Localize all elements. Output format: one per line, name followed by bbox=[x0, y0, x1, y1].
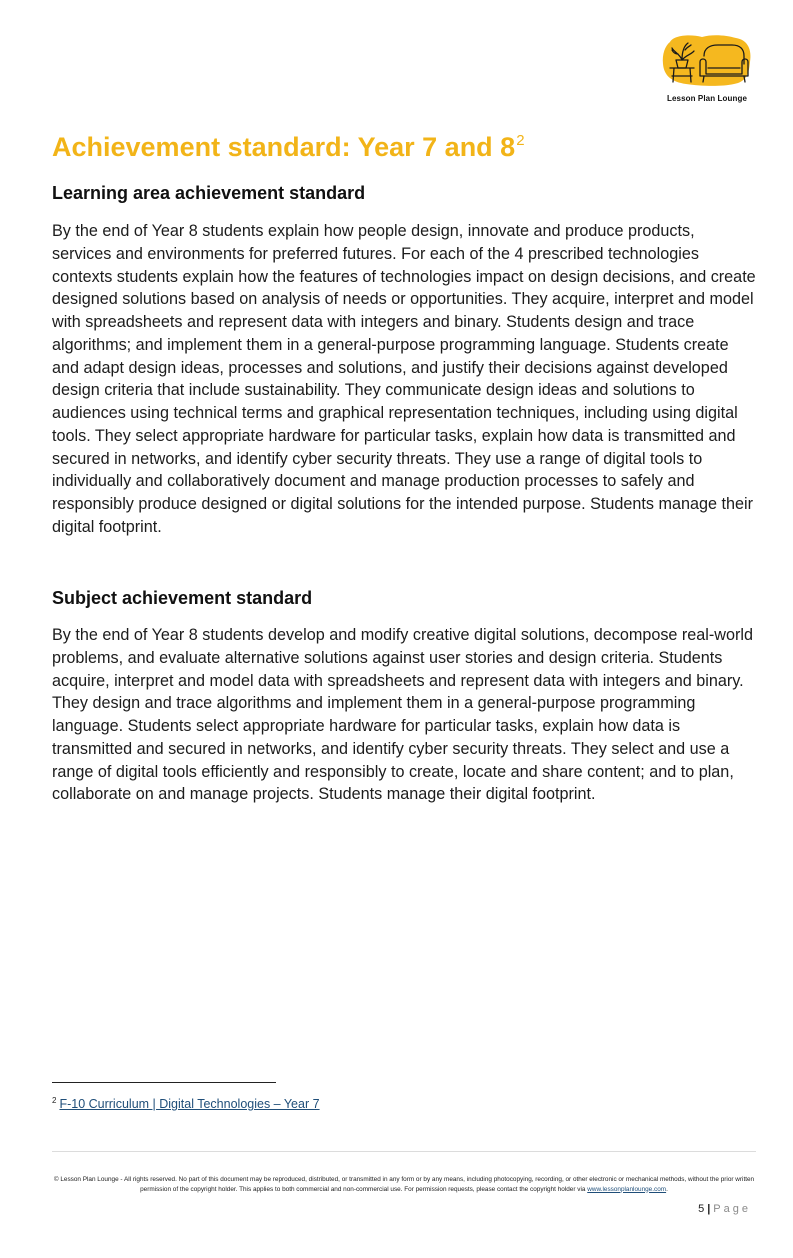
footnote-number: 2 bbox=[52, 1096, 57, 1105]
website-suffix: . bbox=[666, 1185, 668, 1193]
footnote-divider bbox=[52, 1082, 276, 1083]
copyright-text: © Lesson Plan Lounge - All rights reserved. No part of this document may be reproduced, distributed, or transmitted in any form or by any means, including photocopying, recording, or other electronic or mechanical methods, without the prior written permission of the copyright holder. This applies to both commercial and non-commercial use. For permission requests, please contact the copyright holder via bbox=[53, 1176, 755, 1193]
brand-name: Lesson Plan Lounge bbox=[666, 94, 748, 103]
website-link[interactable]: www.lessonplanlounge.com bbox=[587, 1185, 667, 1193]
subject-achievement-heading: Subject achievement standard bbox=[52, 588, 313, 608]
page-number bbox=[698, 1203, 751, 1215]
page-title-text: Achievement standard: Year 7 and 8 bbox=[52, 132, 516, 162]
page-number-label: Page bbox=[713, 1203, 751, 1215]
footnote-link[interactable]: F-10 Curriculum | Digital Technologies – Year 7 bbox=[59, 1097, 320, 1111]
footnote bbox=[52, 1096, 320, 1111]
title-footnote-ref[interactable]: 2 bbox=[516, 132, 525, 149]
footer-divider bbox=[52, 1151, 756, 1152]
armchair-with-plant-icon bbox=[660, 34, 754, 94]
learning-area-body: By the end of Year 8 students explain how people design, innovate and produce products, services and environments for preferred futures. For each of the 4 prescribed technologies contexts students explain how the features of technologies impact on design decisions, and create designed solutions based on analysis of needs or opportunities. They acquire, interpret and model with spreadsheets and represent data with integers and binary. Students design and trace algorithms; and implement them in a general-purpose programming language. Students create and adapt design ideas, processes and solutions, and justify their decisions against developed design criteria that include sustainability. They communicate design ideas and solutions to audiences using technical terms and graphical representation techniques, including using digital tools. They select appropriate hardware for particular tasks, explain how data is transmitted and secured in networks, and identify cyber security threats. They use a range of digital tools to individually and collaboratively document and manage production processes to safely and responsibly produce designed or digital solutions for the intended purpose. Students manage their digital footprint. bbox=[52, 222, 756, 536]
page-number-separator: | bbox=[707, 1203, 711, 1215]
brand-logo bbox=[660, 34, 754, 108]
page-title bbox=[52, 132, 525, 163]
learning-area-heading: Learning area achievement standard bbox=[52, 183, 366, 203]
copyright-notice bbox=[52, 1175, 756, 1194]
page-number-value: 5 bbox=[698, 1203, 705, 1215]
subject-achievement-body: By the end of Year 8 students develop and modify creative digital solutions, decompose real-world problems, and evaluate alternative solutions against user stories and design criteria. Students acquire, interpret and model data with spreadsheets and represent data with integers and binary. They design and trace algorithms and implement them in a general-purpose programming language. Students select appropriate hardware for particular tasks, explain how data is transmitted and secured in networks, and identify cyber security threats. They select and use a range of digital tools efficiently and responsibly to create, locate and share content; and to plan, collaborate on and manage projects. Students manage their digital footprint. bbox=[52, 626, 753, 804]
